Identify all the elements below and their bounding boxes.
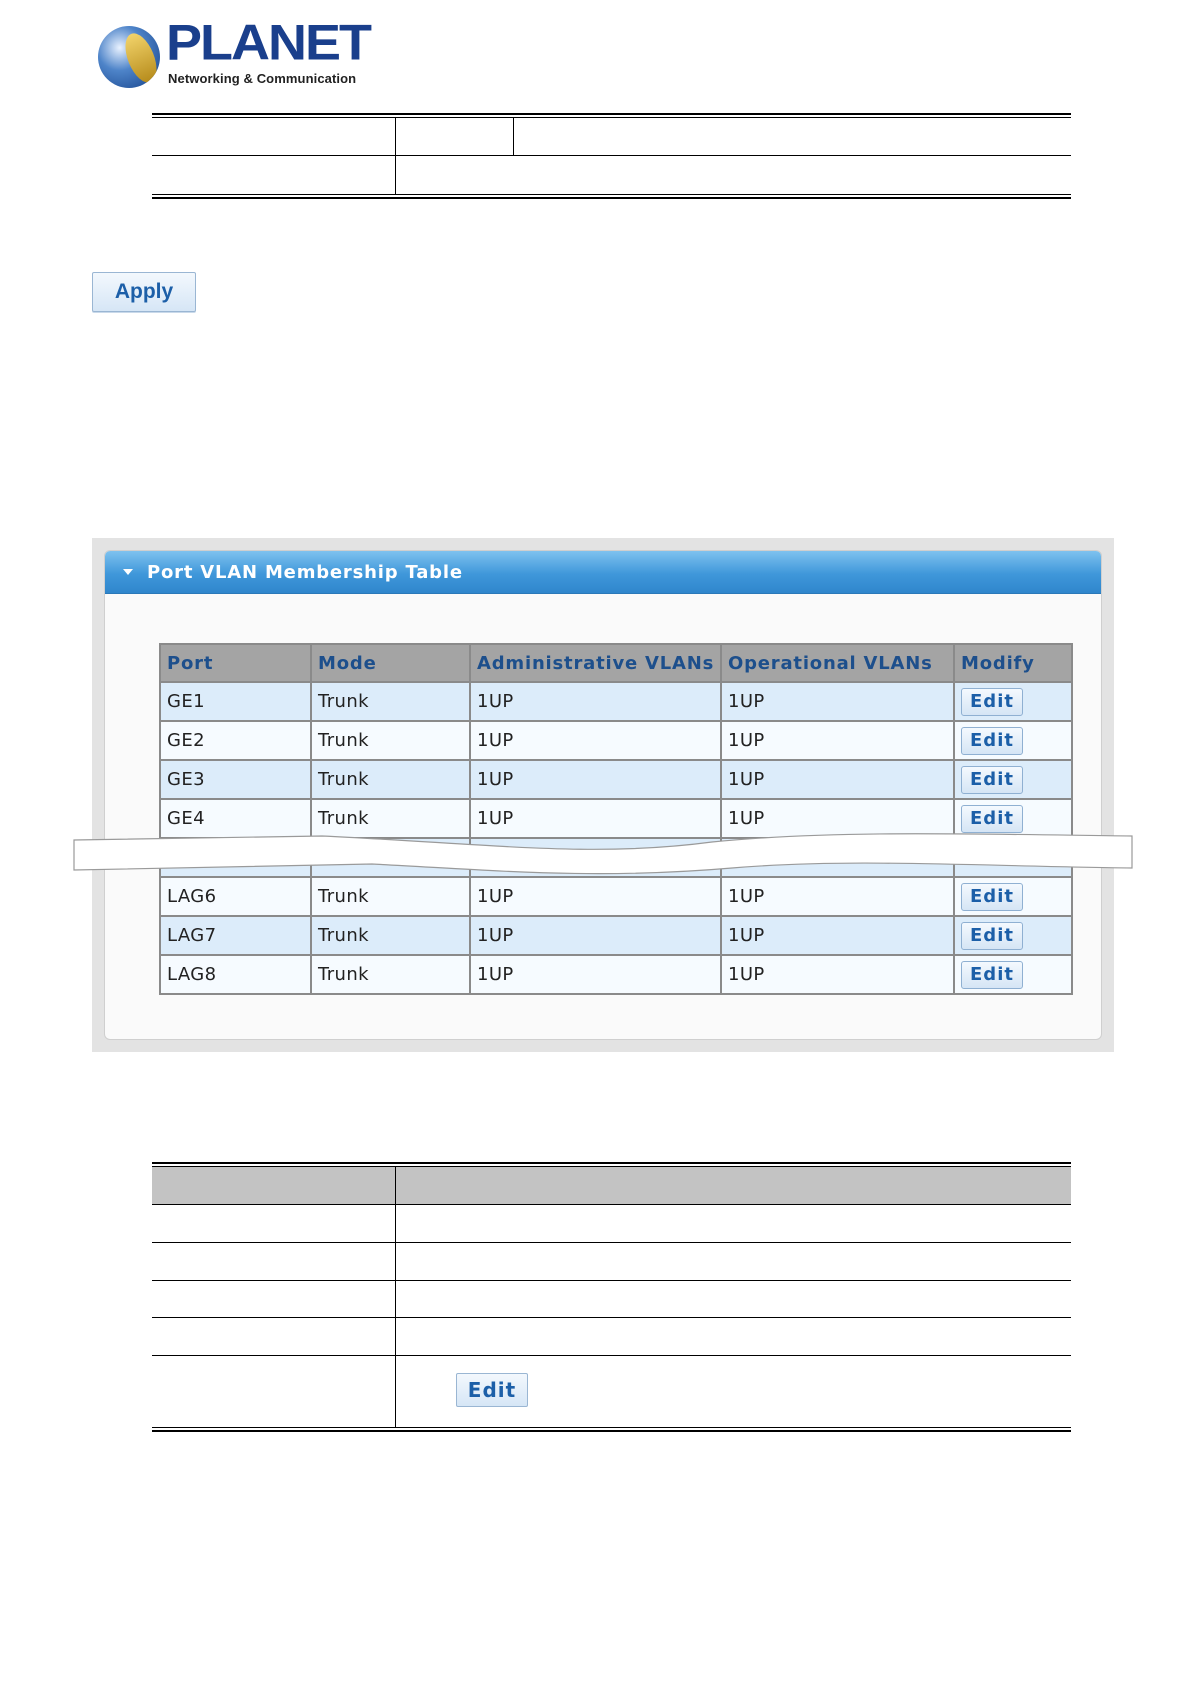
admin-vlans-cell: 1UP <box>470 877 721 916</box>
admin-vlans-cell: 1UP <box>470 799 721 838</box>
port-vlan-membership-screenshot <box>92 538 1114 1052</box>
admin-vlans-cell: 1UP <box>470 955 721 994</box>
port-cell: LAG8 <box>160 955 311 994</box>
edit-button[interactable]: Edit <box>961 766 1023 794</box>
column-header-modify: Modify <box>954 644 1072 682</box>
table-row <box>160 760 1072 799</box>
edit-button[interactable]: Edit <box>961 922 1023 950</box>
admin-vlans-cell: 1UP <box>470 916 721 955</box>
edit-button[interactable]: Edit <box>961 961 1023 989</box>
edit-button[interactable]: Edit <box>961 805 1023 833</box>
parameter-table-bottom <box>152 1162 1071 1432</box>
table-row <box>160 721 1072 760</box>
table-row <box>160 877 1072 916</box>
column-header-port: Port <box>160 644 311 682</box>
table-header-row <box>160 644 1072 682</box>
port-cell: GE3 <box>160 760 311 799</box>
port-cell: GE2 <box>160 721 311 760</box>
mode-cell: Trunk <box>311 760 470 799</box>
mode-cell: Trunk <box>311 799 470 838</box>
torn-break-overlay <box>72 830 1134 878</box>
port-cell: LAG7 <box>160 916 311 955</box>
parameter-table-top <box>152 113 1071 199</box>
oper-vlans-cell: 1UP <box>721 877 954 916</box>
panel-title: Port VLAN Membership Table <box>147 561 463 583</box>
table-row <box>160 682 1072 721</box>
modify-cell <box>954 955 1072 994</box>
brand-tagline: Networking & Communication <box>168 71 357 86</box>
column-header-oper-vlans: Operational VLANs <box>721 644 954 682</box>
edit-button[interactable]: Edit <box>961 727 1023 755</box>
modify-cell <box>954 682 1072 721</box>
mode-cell: Trunk <box>311 955 470 994</box>
membership-table <box>159 643 1073 995</box>
planet-logo-globe-icon <box>98 26 160 88</box>
mode-cell: Trunk <box>311 682 470 721</box>
mode-cell: Trunk <box>311 916 470 955</box>
oper-vlans-cell: 1UP <box>721 721 954 760</box>
brand-name: PLANET <box>166 15 370 71</box>
oper-vlans-cell: 1UP <box>721 760 954 799</box>
admin-vlans-cell: 1UP <box>470 721 721 760</box>
oper-vlans-cell: 1UP <box>721 955 954 994</box>
port-cell: GE1 <box>160 682 311 721</box>
edit-button[interactable]: Edit <box>961 883 1023 911</box>
table-head-band <box>152 1167 1071 1204</box>
oper-vlans-cell: 1UP <box>721 916 954 955</box>
port-cell: GE4 <box>160 799 311 838</box>
admin-vlans-cell: 1UP <box>470 682 721 721</box>
column-header-admin-vlans: Administrative VLANs <box>470 644 721 682</box>
port-vlan-membership-panel <box>104 550 1102 1040</box>
table-row <box>160 955 1072 994</box>
modify-cell <box>954 916 1072 955</box>
modify-cell <box>954 877 1072 916</box>
admin-vlans-cell: 1UP <box>470 760 721 799</box>
mode-cell: Trunk <box>311 877 470 916</box>
port-cell: LAG6 <box>160 877 311 916</box>
table-row <box>160 916 1072 955</box>
apply-button[interactable]: Apply <box>92 272 196 312</box>
collapse-triangle-icon[interactable] <box>123 569 133 575</box>
modify-cell <box>954 760 1072 799</box>
edit-button[interactable]: Edit <box>961 688 1023 716</box>
edit-button-example[interactable]: Edit <box>456 1373 528 1407</box>
modify-cell <box>954 721 1072 760</box>
oper-vlans-cell: 1UP <box>721 682 954 721</box>
mode-cell: Trunk <box>311 721 470 760</box>
oper-vlans-cell: 1UP <box>721 799 954 838</box>
panel-header[interactable] <box>105 551 1101 594</box>
column-header-mode: Mode <box>311 644 470 682</box>
